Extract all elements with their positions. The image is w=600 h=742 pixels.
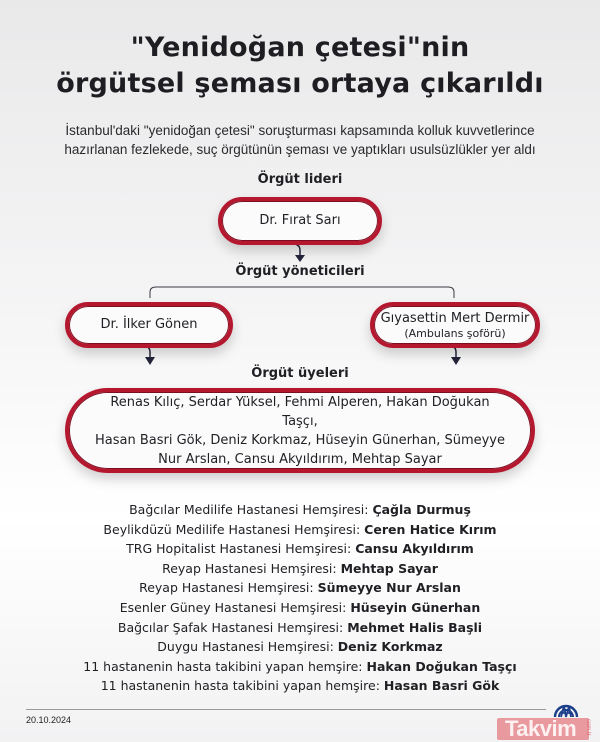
members-node [65, 388, 535, 473]
leader-section-label: Örgüt lideri [257, 172, 343, 187]
footer-divider [26, 709, 546, 710]
nurse-name: Mehtap Sayar [340, 560, 438, 576]
watermark-text: Takvim [505, 716, 577, 741]
publish-date: 20.10.2024 [26, 715, 72, 725]
nurse-name: Hasan Basri Gök [383, 678, 500, 694]
arrow-down-icon [295, 255, 305, 262]
list-item [0, 520, 600, 540]
nurse-role: Beylikdüzü Medilife Hastanesi Hemşiresi: [103, 521, 361, 537]
members-line: Nur Arslan, Cansu Akyıldırım, Mehtap Sayar [158, 451, 442, 467]
leader-node [218, 197, 382, 245]
watermark-suffix: com.tr [585, 719, 591, 736]
members-section-label: Örgüt üyeleri [251, 366, 349, 381]
list-item [0, 657, 600, 677]
list-item [0, 676, 600, 696]
title-line-2: örgütsel şeması ortaya çıkarıldı [56, 68, 544, 99]
nurse-name: Mehmet Halis Başli [347, 619, 483, 635]
nurse-role: 11 hastanenin hasta takibini yapan hemşire: [100, 678, 380, 694]
list-item [0, 559, 600, 579]
manager-name: Gıyasettin Mert Dermir [380, 310, 530, 326]
nurse-name: Sümeyye Nur Arslan [317, 580, 461, 596]
takvim-watermark [497, 718, 589, 740]
nurse-role: Reyap Hastanesi Hemşiresi: [162, 560, 337, 576]
nurse-role: 11 hastanenin hasta takibini yapan hemşire: [83, 658, 363, 674]
managers-section-label: Örgüt yöneticileri [235, 264, 365, 279]
manager-role: (Ambulans şoförü) [404, 326, 506, 340]
list-item [0, 500, 600, 520]
nurse-role: Bağcılar Medilife Hastanesi Hemşiresi: [129, 502, 369, 517]
nurse-role: Bağcılar Şafak Hastanesi Hemşiresi: [117, 619, 344, 635]
list-item [0, 578, 600, 598]
nurse-list [0, 500, 600, 696]
nurse-role: Duygu Hastanesi Hemşiresi: [157, 639, 334, 655]
list-item [0, 637, 600, 657]
list-item [0, 539, 600, 559]
list-item [0, 598, 600, 618]
title-line-1: "Yenidoğan çetesi"nin [130, 32, 470, 63]
nurse-name: Deniz Korkmaz [337, 639, 443, 655]
nurse-role: TRG Hopitalist Hastanesi Hemşiresi: [126, 541, 352, 557]
nurse-name: Çağla Durmuş [372, 502, 471, 517]
nurse-role: Reyap Hastanesi Hemşiresi: [139, 580, 314, 596]
manager-node [65, 302, 233, 348]
members-line: Hasan Basri Gök, Deniz Korkmaz, Hüseyin Günerhan, Sümeyye [94, 432, 506, 448]
nurse-name: Hakan Doğukan Taşçı [366, 658, 517, 674]
arrow-down-icon [145, 357, 155, 365]
subtitle-line-1: İstanbul'daki "yenidoğan çetesi" soruşturması kapsamında kolluk kuvvetlerince [65, 123, 535, 138]
manager-name: Dr. İlker Gönen [100, 317, 198, 332]
nurse-name: Ceren Hatice Kırım [364, 521, 497, 537]
members-line: Renas Kılıç, Serdar Yüksel, Fehmi Alperen, Hakan Doğukan Taşçı, [110, 394, 490, 429]
subtitle-line-2: hazırlanan fezlekede, suç örgütünün şeması ve yaptıkları usulsüzlükler yer aldı [64, 142, 536, 157]
leader-name: Dr. Fırat Sarı [259, 213, 341, 228]
manager-node [370, 302, 540, 348]
nurse-role: Esenler Güney Hastanesi Hemşiresi: [119, 599, 347, 615]
arrow-down-icon [451, 357, 461, 365]
list-item [0, 618, 600, 638]
members-list [69, 393, 531, 469]
nurse-name: Cansu Akyıldırım [355, 541, 474, 557]
nurse-name: Hüseyin Günerhan [350, 599, 481, 615]
